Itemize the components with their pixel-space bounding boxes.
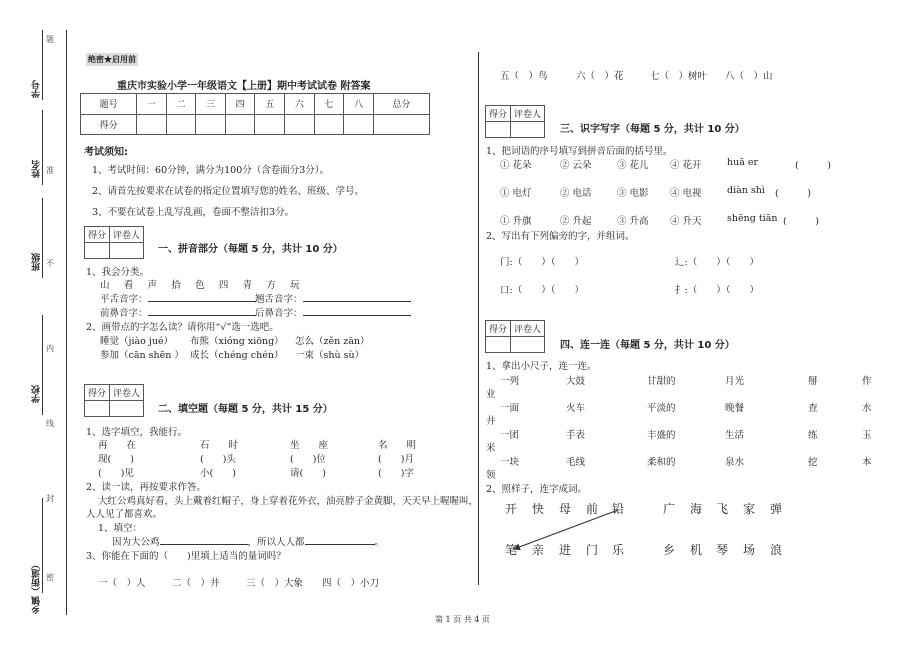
link-char-top[interactable]: 弹 bbox=[770, 502, 783, 516]
link-char-top[interactable]: 快 bbox=[532, 502, 545, 516]
grader-reviewer-cell[interactable] bbox=[511, 122, 545, 138]
cut-mark-1: 题 bbox=[46, 35, 54, 44]
fill-blank-8[interactable]: ( )字 bbox=[378, 468, 414, 479]
word-option: ② 升起 bbox=[560, 216, 592, 227]
cut-mark-7: 密 bbox=[46, 573, 54, 582]
link-char-bottom[interactable]: 进 bbox=[559, 543, 572, 557]
char: 色 bbox=[195, 280, 205, 291]
field-student-id: 学号 bbox=[32, 80, 42, 98]
match-item[interactable]: 大鼓 bbox=[566, 376, 586, 387]
measure-word-1[interactable]: 一（ ）人 bbox=[98, 578, 146, 589]
grader-score-cell[interactable] bbox=[85, 401, 110, 417]
fill-blank-7[interactable]: 请( ) bbox=[290, 468, 326, 479]
cut-mark-3: 不 bbox=[46, 259, 54, 268]
part1-q1: 1、我会分类。 bbox=[86, 267, 150, 278]
link-char-top[interactable]: 铅 bbox=[612, 502, 625, 516]
column-divider bbox=[478, 52, 479, 585]
grader-reviewer-label: 评卷人 bbox=[110, 385, 144, 401]
score-cell[interactable] bbox=[285, 114, 315, 135]
pinyin-prompt: huā er bbox=[727, 157, 759, 168]
binding-line bbox=[66, 30, 67, 615]
cause-effect-row bbox=[112, 534, 384, 548]
field-class-line bbox=[42, 198, 43, 278]
part2-q2: 2、读一读，再按要求作答。 bbox=[86, 482, 207, 493]
match-item[interactable]: 泉水 bbox=[725, 457, 745, 468]
field-school-line bbox=[42, 315, 43, 415]
link-char-bottom[interactable]: 乡 bbox=[663, 543, 676, 557]
link-char-top[interactable]: 开 bbox=[505, 502, 518, 516]
field-town-line bbox=[42, 498, 43, 593]
link-char-bottom[interactable]: 浪 bbox=[770, 543, 783, 557]
match-item[interactable]: 平淡的 bbox=[647, 403, 676, 414]
cut-mark-4: 内 bbox=[46, 344, 54, 353]
link-char-bottom[interactable]: 乐 bbox=[612, 543, 625, 557]
reading-option-1[interactable]: 睡觉（jiào jué） bbox=[100, 336, 174, 347]
word-option: ③ 升高 bbox=[617, 216, 649, 227]
retroflex-label: 翘舌音字： bbox=[255, 294, 303, 305]
passage-line-1: 大红公鸡真好看，头上戴着红帽子，身上穿着花外衣，油亮脖子金黄脚，天天早上喔喔叫， bbox=[98, 496, 479, 507]
sub-question-1: 1、填空： bbox=[98, 523, 143, 534]
grader-reviewer-cell[interactable] bbox=[110, 243, 144, 259]
score-cell[interactable] bbox=[137, 114, 167, 135]
field-name-line bbox=[42, 110, 43, 185]
score-row-label: 得分 bbox=[81, 114, 137, 135]
radical-shou[interactable]: 扌:（ ）（ ） bbox=[675, 285, 759, 296]
char: 山 bbox=[100, 280, 110, 291]
link-char-top[interactable]: 飞 bbox=[716, 502, 729, 516]
part4-q2: 2、照样子，连字成词。 bbox=[486, 484, 588, 495]
answer-paren[interactable]: ( ) bbox=[795, 160, 831, 171]
match-item[interactable]: 柔和的 bbox=[647, 457, 676, 468]
part2-q1: 1、选字填空，我能行。 bbox=[86, 427, 188, 438]
match-tail[interactable]: 米 bbox=[486, 443, 496, 454]
field-name: 姓名 bbox=[32, 160, 42, 178]
front-nasal-blank[interactable] bbox=[148, 306, 256, 316]
match-tail[interactable]: 领 bbox=[486, 470, 496, 481]
word-option: ② 电话 bbox=[560, 188, 592, 199]
link-char-top[interactable]: 前 bbox=[586, 502, 599, 516]
score-header-5: 五 bbox=[255, 94, 285, 115]
grader-score-label: 得分 bbox=[85, 227, 110, 243]
link-char-top[interactable]: 海 bbox=[690, 502, 703, 516]
part4-title: 四、连一连（每题 5 分，共计 10 分） bbox=[560, 340, 735, 351]
char: 方 bbox=[266, 280, 276, 291]
front-nasal-row bbox=[100, 305, 256, 319]
answer-paren[interactable]: ( ) bbox=[775, 188, 811, 199]
word-option: ④ 电视 bbox=[670, 188, 702, 199]
grader-score-label: 得分 bbox=[85, 385, 110, 401]
cut-mark-6: 封 bbox=[46, 494, 54, 503]
link-char-bottom[interactable]: 场 bbox=[743, 543, 756, 557]
char-pair-4: 名 明 bbox=[378, 440, 417, 451]
match-item[interactable]: 作 bbox=[862, 376, 872, 387]
notice-item-3: 3、不要在试卷上乱写乱画，卷面不整洁扣3分。 bbox=[92, 207, 295, 218]
grader-box-2 bbox=[84, 384, 144, 417]
grader-box-3 bbox=[485, 105, 545, 138]
word-option: ① 升旗 bbox=[500, 216, 532, 227]
match-item[interactable]: 练 bbox=[808, 430, 818, 441]
retroflex-blank[interactable] bbox=[303, 292, 411, 302]
cut-mark-2: 准 bbox=[46, 166, 54, 175]
notice-item-2: 2、请首先按要求在试卷的指定位置填写您的姓名、班级、学号。 bbox=[92, 186, 365, 197]
grader-reviewer-cell[interactable] bbox=[511, 337, 545, 353]
score-cell[interactable] bbox=[373, 114, 429, 135]
score-cell[interactable] bbox=[196, 114, 226, 135]
score-header-0: 题号 bbox=[81, 94, 137, 115]
link-char-bottom[interactable]: 机 bbox=[690, 543, 703, 557]
effect-blank[interactable] bbox=[305, 535, 375, 545]
answer-paren[interactable]: ( ) bbox=[783, 216, 819, 227]
word-option: ④ 升天 bbox=[670, 216, 702, 227]
reading-option-6[interactable]: 一束（shù sù） bbox=[295, 350, 365, 361]
word-option: ① 电灯 bbox=[500, 188, 532, 199]
measure-word-4[interactable]: 四（ ）小刀 bbox=[322, 578, 380, 589]
match-item[interactable]: 水 bbox=[862, 403, 872, 414]
link-char-bottom[interactable]: 门 bbox=[586, 543, 599, 557]
link-char-bottom[interactable]: 亲 bbox=[532, 543, 545, 557]
char-pair-1: 再 在 bbox=[98, 440, 137, 451]
char: 声 bbox=[147, 280, 158, 291]
match-tail[interactable]: 井 bbox=[486, 416, 496, 427]
grader-score-label: 得分 bbox=[486, 106, 511, 122]
word-option: ③ 花儿 bbox=[617, 160, 649, 171]
match-item[interactable]: 挖 bbox=[808, 457, 818, 468]
score-table bbox=[80, 93, 430, 135]
link-char-top[interactable]: 家 bbox=[743, 502, 756, 516]
radical-kou[interactable]: 口:（ ）（ ） bbox=[500, 285, 584, 296]
fill-blank-5[interactable]: ( )见 bbox=[98, 468, 134, 479]
measure-word-3[interactable]: 三（ ）大象 bbox=[246, 578, 304, 589]
field-town: 乡镇（街道） bbox=[32, 560, 42, 614]
match-item[interactable]: 毛线 bbox=[566, 457, 586, 468]
reading-option-4[interactable]: 参加（cān shēn ） bbox=[100, 350, 184, 361]
part1-title: 一、拼音部分（每题 5 分，共计 10 分） bbox=[158, 244, 343, 255]
fill-blank-4[interactable]: ( )月 bbox=[378, 454, 414, 465]
link-char-top[interactable]: 广 bbox=[663, 502, 676, 516]
flat-tongue-blank[interactable] bbox=[148, 292, 256, 302]
score-cell[interactable] bbox=[225, 114, 255, 135]
grader-score-cell[interactable] bbox=[486, 122, 511, 138]
grader-reviewer-label: 评卷人 bbox=[511, 321, 545, 337]
word-option: ① 花朵 bbox=[500, 160, 532, 171]
field-student-id-line bbox=[42, 30, 43, 100]
match-item[interactable]: 掰 bbox=[808, 376, 818, 387]
word-option: ② 云朵 bbox=[560, 160, 592, 171]
match-tail[interactable]: 业 bbox=[486, 389, 496, 400]
flat-tongue-row bbox=[100, 291, 256, 305]
pinyin-prompt: shēng tiān bbox=[727, 213, 778, 224]
grader-box-1 bbox=[84, 226, 144, 259]
field-school: 学校 bbox=[32, 385, 42, 403]
radical-chuo[interactable]: 辶:（ ）（ ） bbox=[675, 257, 759, 268]
reading-option-5[interactable]: 成长（chéng chén） bbox=[190, 350, 284, 361]
match-item[interactable]: 生活 bbox=[725, 430, 745, 441]
measure-word-6[interactable]: 六（ ）花 bbox=[576, 71, 624, 82]
grader-score-label: 得分 bbox=[486, 321, 511, 337]
char-pair-3: 坐 座 bbox=[290, 440, 329, 451]
measure-word-2[interactable]: 二（ ）井 bbox=[172, 578, 220, 589]
match-item[interactable]: 本 bbox=[862, 457, 872, 468]
score-header-8: 八 bbox=[344, 94, 374, 115]
front-nasal-label: 前鼻音字： bbox=[100, 308, 148, 319]
cause-label: 因为大公鸡 bbox=[112, 537, 160, 548]
part2-q3: 3、你能在下面的（ )里填上适当的量词吗？ bbox=[86, 551, 286, 562]
cut-mark-5: 线 bbox=[46, 419, 54, 428]
score-header-3: 三 bbox=[196, 94, 226, 115]
grader-box-4 bbox=[485, 320, 545, 353]
match-item[interactable]: 晚餐 bbox=[725, 403, 745, 414]
match-item[interactable]: 月光 bbox=[725, 376, 745, 387]
grader-score-cell[interactable] bbox=[85, 243, 110, 259]
link-char-top[interactable]: 母 bbox=[559, 502, 572, 516]
char-pair-2: 石 时 bbox=[200, 440, 239, 451]
fill-blank-2[interactable]: ( )头 bbox=[200, 454, 236, 465]
measure-word-7[interactable]: 七（ ）树叶 bbox=[650, 71, 708, 82]
score-cell[interactable] bbox=[255, 114, 285, 135]
link-char-bottom[interactable]: 琴 bbox=[716, 543, 729, 557]
reading-option-2[interactable]: 布熊（xióng xiōng） bbox=[190, 336, 284, 347]
match-item[interactable]: 玉 bbox=[862, 430, 872, 441]
grader-reviewer-cell[interactable] bbox=[110, 401, 144, 417]
char: 四 bbox=[218, 280, 229, 291]
score-header-7: 七 bbox=[314, 94, 344, 115]
fill-blank-1[interactable]: 现( ) bbox=[98, 454, 134, 465]
effect-label: ，所以人人都 bbox=[247, 537, 305, 548]
match-item[interactable]: 一面 bbox=[500, 403, 520, 414]
fill-blank-3[interactable]: ( )位 bbox=[290, 454, 326, 465]
match-item[interactable]: 一块 bbox=[500, 457, 520, 468]
part2-title: 二、填空题（每题 5 分，共计 15 分） bbox=[158, 404, 333, 415]
score-header-4: 四 bbox=[225, 94, 255, 115]
part3-q1: 1、把词语的序号填写到拼音后面的括号里。 bbox=[486, 146, 673, 157]
reading-option-3[interactable]: 怎么（zěn zān） bbox=[295, 336, 370, 347]
match-item[interactable]: 手表 bbox=[566, 430, 586, 441]
page-title: 重庆市实验小学一年级语文【上册】期中考试试卷 附答案 bbox=[117, 81, 371, 92]
grader-reviewer-label: 评卷人 bbox=[511, 106, 545, 122]
score-header-1: 一 bbox=[137, 94, 167, 115]
measure-word-5[interactable]: 五（ ）鸟 bbox=[500, 71, 548, 82]
grader-score-cell[interactable] bbox=[486, 337, 511, 353]
match-item[interactable]: 丰盛的 bbox=[647, 430, 676, 441]
char: 看 bbox=[123, 280, 134, 291]
passage-line-2: 人人见了都喜欢。 bbox=[86, 509, 163, 520]
score-cell[interactable] bbox=[344, 114, 374, 135]
pinyin-prompt: diàn shì bbox=[727, 185, 765, 196]
link-char-bottom[interactable]: 笔 bbox=[505, 543, 518, 557]
back-nasal-blank[interactable] bbox=[303, 306, 411, 316]
score-cell[interactable] bbox=[166, 114, 196, 135]
part1-q2: 2、画带点的字怎么读？请你用“√”选一选吧。 bbox=[86, 322, 279, 333]
back-nasal-row bbox=[255, 305, 411, 319]
secret-tag: 绝密★启用前 bbox=[88, 54, 136, 64]
match-item[interactable]: 一列 bbox=[500, 376, 520, 387]
part4-q1: 1、拿出小尺子，连一连。 bbox=[486, 361, 597, 372]
period: 。 bbox=[374, 537, 385, 548]
score-header-2: 二 bbox=[166, 94, 196, 115]
retroflex-row bbox=[255, 291, 411, 305]
char: 拾 bbox=[171, 280, 181, 291]
grader-reviewer-label: 评卷人 bbox=[110, 227, 144, 243]
match-item[interactable]: 一团 bbox=[500, 430, 520, 441]
word-option: ③ 电影 bbox=[617, 188, 649, 199]
score-header-6: 六 bbox=[285, 94, 315, 115]
back-nasal-label: 后鼻音字： bbox=[255, 308, 303, 319]
match-item[interactable]: 火车 bbox=[566, 403, 586, 414]
page-number: 第 1 页 共 4 页 bbox=[435, 615, 490, 624]
part3-title: 三、识字写字（每题 5 分，共计 10 分） bbox=[560, 124, 745, 135]
cause-blank[interactable] bbox=[160, 535, 248, 545]
score-header-9: 总分 bbox=[373, 94, 429, 115]
fill-blank-6[interactable]: 小( ) bbox=[200, 468, 236, 479]
match-item[interactable]: 查 bbox=[808, 403, 818, 414]
field-class: 班级 bbox=[32, 253, 42, 271]
flat-tongue-label: 平舌音字： bbox=[100, 294, 148, 305]
char: 玩 bbox=[290, 280, 300, 291]
score-cell[interactable] bbox=[314, 114, 344, 135]
char: 青 bbox=[242, 280, 253, 291]
part3-q2: 2、写出有下列偏旁的字，并组词。 bbox=[486, 231, 635, 242]
word-option: ④ 花开 bbox=[670, 160, 702, 171]
notice-item-1: 1、考试时间：60分钟，满分为100分（含卷面分3分）。 bbox=[92, 165, 330, 176]
part1-chars bbox=[100, 277, 300, 291]
measure-word-8[interactable]: 八（ ）山 bbox=[725, 71, 773, 82]
match-item[interactable]: 甘甜的 bbox=[647, 376, 676, 387]
notice-title: 考试须知: bbox=[84, 147, 128, 158]
radical-men[interactable]: 门:（ ）（ ） bbox=[500, 257, 584, 268]
